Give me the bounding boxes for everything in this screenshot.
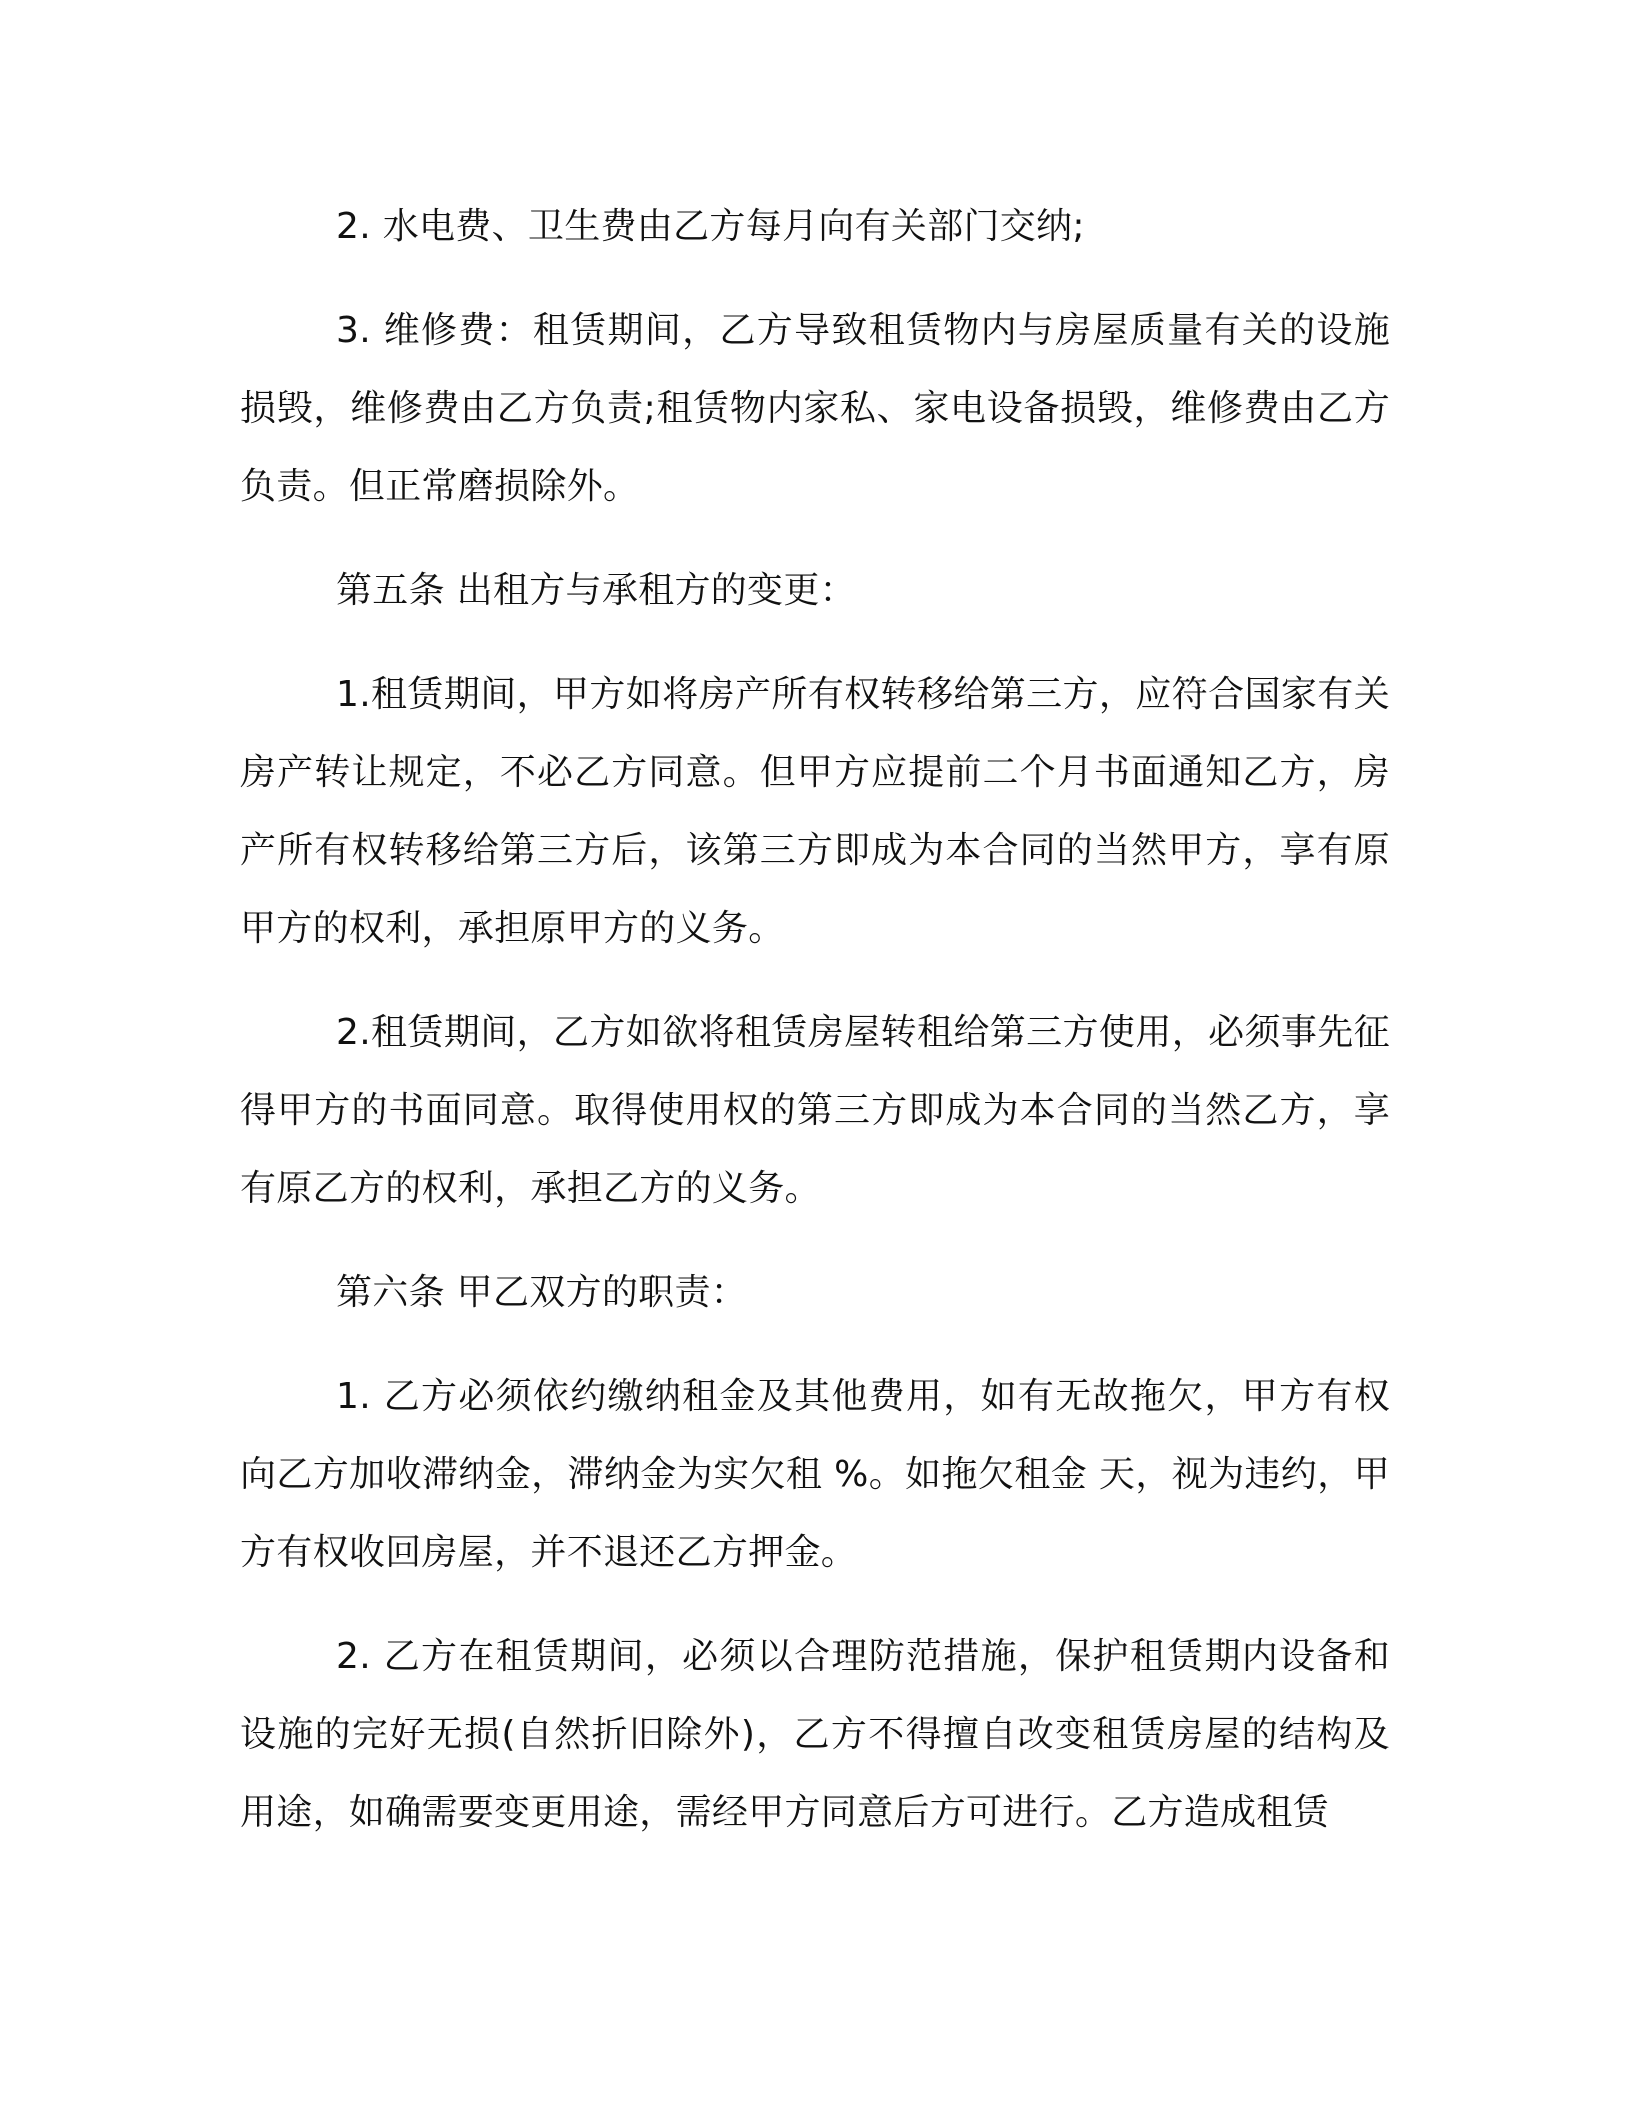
document-body xyxy=(240,188,1390,1878)
paragraph-rent-payment: 1. 乙方必须依约缴纳租金及其他费用，如有无故拖欠，甲方有权向乙方加收滞纳金，滞纳金为实欠租 %。如拖欠租金 天，视为违约，甲方有权收回房屋，并不退还乙方押金。 xyxy=(240,1376,1390,1573)
paragraph-maintenance-fee: 3. 维修费：租赁期间，乙方导致租赁物内与房屋质量有关的设施损毁，维修费由乙方负责;租赁物内家私、家电设备损毁，维修费由乙方负责。但正常磨损除外。 xyxy=(240,310,1390,507)
paragraph-facility-protection: 2. 乙方在租赁期间，必须以合理防范措施，保护租赁期内设备和设施的完好无损(自然折旧除外)，乙方不得擅自改变租赁房屋的结构及用途，如确需要变更用途，需经甲方同意后方可进行。乙方造成租赁 xyxy=(240,1636,1390,1833)
heading-article-six: 第六条 甲乙双方的职责： xyxy=(336,1272,748,1313)
paragraph-lessor-transfer: 1.租赁期间，甲方如将房产所有权转移给第三方，应符合国家有关房产转让规定，不必乙方同意。但甲方应提前二个月书面通知乙方，房产所有权转移给第三方后，该第三方即成为本合同的当然甲方，享有原甲方的权利，承担原甲方的义务。 xyxy=(240,674,1390,949)
paragraph-sublease: 2.租赁期间，乙方如欲将租赁房屋转租给第三方使用，必须事先征得甲方的书面同意。取得使用权的第三方即成为本合同的当然乙方，享有原乙方的权利，承担乙方的义务。 xyxy=(240,1012,1390,1209)
paragraph-utilities-fee: 2. 水电费、卫生费由乙方每月向有关部门交纳; xyxy=(336,206,1085,247)
heading-article-five: 第五条 出租方与承租方的变更： xyxy=(336,570,856,611)
